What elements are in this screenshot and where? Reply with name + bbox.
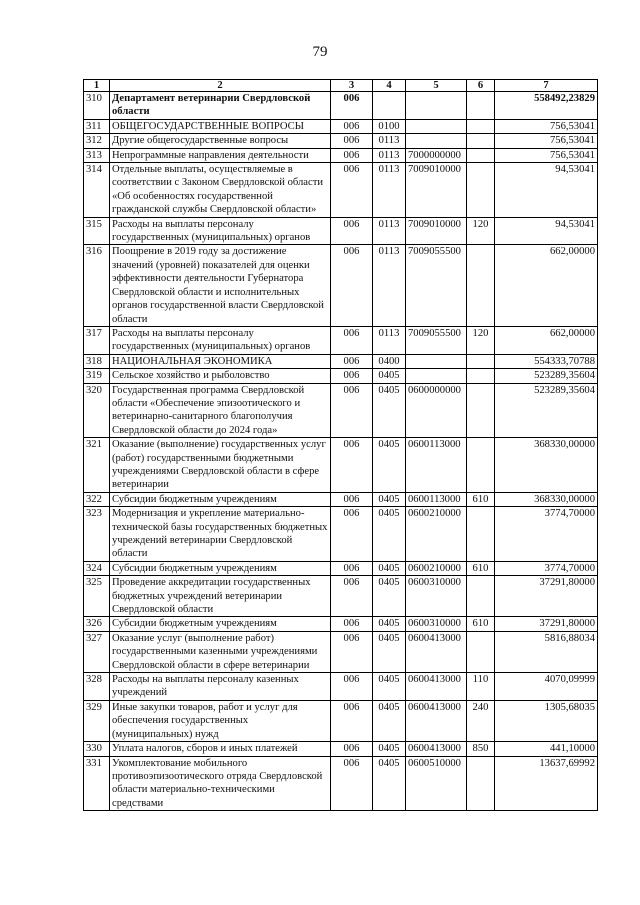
table-row — [84, 354, 598, 368]
section-code-cell: 0113 — [373, 163, 406, 218]
section-code-cell: 0405 — [373, 492, 406, 506]
ministry-code-cell: 006 — [331, 245, 373, 326]
table-row — [84, 673, 598, 701]
target-article-cell: 0600510000 — [406, 756, 467, 811]
table-row — [84, 369, 598, 383]
amount-cell: 37291,80000 — [495, 576, 598, 617]
target-article-cell — [406, 119, 467, 133]
table-row — [84, 134, 598, 148]
row-number-cell: 316 — [84, 245, 110, 326]
ministry-code-cell: 006 — [331, 383, 373, 438]
target-article-cell — [406, 134, 467, 148]
row-name-cell: Субсидии бюджетным учреждениям — [110, 617, 331, 631]
section-code-cell: 0405 — [373, 617, 406, 631]
amount-cell: 5816,88034 — [495, 631, 598, 672]
section-code-cell: 0405 — [373, 756, 406, 811]
expense-type-cell — [467, 163, 495, 218]
section-code-cell: 0405 — [373, 576, 406, 617]
amount-cell: 554333,70788 — [495, 354, 598, 368]
section-code-cell: 0405 — [373, 700, 406, 741]
row-name-cell: Модернизация и укрепление материально-технической базы государственных бюджетных учреждений ветеринарии Свердловской области — [110, 507, 331, 562]
table-row — [84, 507, 598, 562]
row-number-cell: 326 — [84, 617, 110, 631]
section-code-cell: 0405 — [373, 631, 406, 672]
expense-type-cell — [467, 148, 495, 162]
ministry-code-cell: 006 — [331, 631, 373, 672]
table-row — [84, 119, 598, 133]
target-article-cell: 0600113000 — [406, 492, 467, 506]
target-article-cell: 0600413000 — [406, 673, 467, 701]
ministry-code-cell: 006 — [331, 507, 373, 562]
target-article-cell: 0600210000 — [406, 507, 467, 562]
expense-type-cell — [467, 631, 495, 672]
amount-cell: 37291,80000 — [495, 617, 598, 631]
amount-cell: 3774,70000 — [495, 561, 598, 575]
ministry-code-cell: 006 — [331, 438, 373, 493]
row-name-cell: Непрограммные направления деятельности — [110, 148, 331, 162]
expense-type-cell: 110 — [467, 673, 495, 701]
budget-table — [83, 79, 598, 811]
row-number-cell: 313 — [84, 148, 110, 162]
amount-cell: 523289,35604 — [495, 383, 598, 438]
target-article-cell: 7009010000 — [406, 217, 467, 245]
row-name-cell: Субсидии бюджетным учреждениям — [110, 561, 331, 575]
section-code-cell: 0113 — [373, 134, 406, 148]
row-name-cell: Проведение аккредитации государственных бюджетных учреждений ветеринарии Свердловской области — [110, 576, 331, 617]
ministry-code-cell: 006 — [331, 700, 373, 741]
target-article-cell — [406, 369, 467, 383]
amount-cell: 13637,69992 — [495, 756, 598, 811]
amount-cell: 94,53041 — [495, 163, 598, 218]
table-row — [84, 756, 598, 811]
column-header: 4 — [373, 80, 406, 92]
row-number-cell: 322 — [84, 492, 110, 506]
expense-type-cell — [467, 92, 495, 120]
amount-cell: 523289,35604 — [495, 369, 598, 383]
amount-cell: 756,53041 — [495, 134, 598, 148]
expense-type-cell: 850 — [467, 742, 495, 756]
row-name-cell: Другие общегосударственные вопросы — [110, 134, 331, 148]
row-number-cell: 327 — [84, 631, 110, 672]
row-name-cell: Укомплектование мобильного противоэпизоотического отряда Свердловской области материально-техническими средствами — [110, 756, 331, 811]
expense-type-cell — [467, 119, 495, 133]
ministry-code-cell: 006 — [331, 163, 373, 218]
target-article-cell: 0600413000 — [406, 631, 467, 672]
page-number: 79 — [312, 44, 328, 60]
section-code-cell: 0113 — [373, 245, 406, 326]
section-code-cell: 0405 — [373, 507, 406, 562]
row-name-cell: Субсидии бюджетным учреждениям — [110, 492, 331, 506]
ministry-code-cell: 006 — [331, 673, 373, 701]
table-row — [84, 742, 598, 756]
table-row — [84, 631, 598, 672]
amount-cell: 662,00000 — [495, 326, 598, 354]
ministry-code-cell: 006 — [331, 217, 373, 245]
column-header: 1 — [84, 80, 110, 92]
row-name-cell: Сельское хозяйство и рыболовство — [110, 369, 331, 383]
amount-cell: 94,53041 — [495, 217, 598, 245]
row-number-cell: 314 — [84, 163, 110, 218]
row-name-cell: Расходы на выплаты персоналу государственных (муниципальных) органов — [110, 217, 331, 245]
expense-type-cell — [467, 134, 495, 148]
amount-cell: 662,00000 — [495, 245, 598, 326]
section-code-cell: 0405 — [373, 673, 406, 701]
row-number-cell: 329 — [84, 700, 110, 741]
table-row — [84, 700, 598, 741]
ministry-code-cell: 006 — [331, 92, 373, 120]
row-number-cell: 321 — [84, 438, 110, 493]
ministry-code-cell: 006 — [331, 756, 373, 811]
row-name-cell: Иные закупки товаров, работ и услуг для обеспечения государственных (муниципальных) нужд — [110, 700, 331, 741]
expense-type-cell — [467, 576, 495, 617]
target-article-cell: 7000000000 — [406, 148, 467, 162]
section-code-cell: 0113 — [373, 148, 406, 162]
expense-type-cell: 610 — [467, 561, 495, 575]
expense-type-cell: 240 — [467, 700, 495, 741]
column-header: 2 — [110, 80, 331, 92]
target-article-cell — [406, 354, 467, 368]
amount-cell: 558492,23829 — [495, 92, 598, 120]
section-code-cell: 0405 — [373, 369, 406, 383]
section-code-cell: 0405 — [373, 438, 406, 493]
section-code-cell: 0113 — [373, 217, 406, 245]
table-row — [84, 217, 598, 245]
expense-type-cell — [467, 245, 495, 326]
expense-type-cell — [467, 507, 495, 562]
row-number-cell: 310 — [84, 92, 110, 120]
amount-cell: 756,53041 — [495, 119, 598, 133]
row-number-cell: 324 — [84, 561, 110, 575]
amount-cell: 368330,00000 — [495, 438, 598, 493]
table-row — [84, 383, 598, 438]
row-number-cell: 317 — [84, 326, 110, 354]
row-number-cell: 312 — [84, 134, 110, 148]
amount-cell: 756,53041 — [495, 148, 598, 162]
section-code-cell: 0113 — [373, 326, 406, 354]
row-number-cell: 325 — [84, 576, 110, 617]
target-article-cell: 0600413000 — [406, 700, 467, 741]
ministry-code-cell: 006 — [331, 369, 373, 383]
target-article-cell — [406, 92, 467, 120]
row-number-cell: 311 — [84, 119, 110, 133]
expense-type-cell: 120 — [467, 217, 495, 245]
column-header: 3 — [331, 80, 373, 92]
table-row — [84, 576, 598, 617]
table-row — [84, 148, 598, 162]
section-code-cell — [373, 92, 406, 120]
expense-type-cell — [467, 369, 495, 383]
section-code-cell: 0405 — [373, 742, 406, 756]
row-number-cell: 318 — [84, 354, 110, 368]
row-number-cell: 330 — [84, 742, 110, 756]
expense-type-cell: 120 — [467, 326, 495, 354]
ministry-code-cell: 006 — [331, 354, 373, 368]
row-name-cell: НАЦИОНАЛЬНАЯ ЭКОНОМИКА — [110, 354, 331, 368]
row-number-cell: 319 — [84, 369, 110, 383]
row-number-cell: 320 — [84, 383, 110, 438]
ministry-code-cell: 006 — [331, 742, 373, 756]
amount-cell: 3774,70000 — [495, 507, 598, 562]
table-row — [84, 617, 598, 631]
target-article-cell: 0600310000 — [406, 617, 467, 631]
column-header: 5 — [406, 80, 467, 92]
row-name-cell: Расходы на выплаты персоналу казенных учреждений — [110, 673, 331, 701]
amount-cell: 1305,68035 — [495, 700, 598, 741]
row-name-cell: Оказание (выполнение) государственных услуг (работ) государственными бюджетными учреждениями Свердловской области в сфере ветеринарии — [110, 438, 331, 493]
table-row — [84, 326, 598, 354]
row-name-cell: Расходы на выплаты персоналу государственных (муниципальных) органов — [110, 326, 331, 354]
expense-type-cell — [467, 383, 495, 438]
table-header-row — [84, 80, 598, 92]
expense-type-cell — [467, 438, 495, 493]
expense-type-cell: 610 — [467, 617, 495, 631]
row-number-cell: 331 — [84, 756, 110, 811]
target-article-cell: 7009010000 — [406, 163, 467, 218]
table-row — [84, 561, 598, 575]
column-header: 6 — [467, 80, 495, 92]
ministry-code-cell: 006 — [331, 148, 373, 162]
target-article-cell: 0600210000 — [406, 561, 467, 575]
column-header: 7 — [495, 80, 598, 92]
target-article-cell: 0600000000 — [406, 383, 467, 438]
row-name-cell: ОБЩЕГОСУДАРСТВЕННЫЕ ВОПРОСЫ — [110, 119, 331, 133]
amount-cell: 368330,00000 — [495, 492, 598, 506]
row-name-cell: Уплата налогов, сборов и иных платежей — [110, 742, 331, 756]
row-name-cell: Поощрение в 2019 году за достижение значений (уровней) показателей для оценки эффективности деятельности Губернатора Свердловской области и исполнительных органов государственной власти Свердловской области — [110, 245, 331, 326]
table-row — [84, 492, 598, 506]
expense-type-cell — [467, 354, 495, 368]
amount-cell: 4070,09999 — [495, 673, 598, 701]
table-row — [84, 92, 598, 120]
target-article-cell: 0600310000 — [406, 576, 467, 617]
section-code-cell: 0405 — [373, 383, 406, 438]
target-article-cell: 0600113000 — [406, 438, 467, 493]
row-number-cell: 315 — [84, 217, 110, 245]
ministry-code-cell: 006 — [331, 134, 373, 148]
target-article-cell: 7009055500 — [406, 326, 467, 354]
ministry-code-cell: 006 — [331, 576, 373, 617]
row-name-cell: Отдельные выплаты, осуществляемые в соответствии с Законом Свердловской области «Об особенностях государственной гражданской службы Свердловской области» — [110, 163, 331, 218]
row-name-cell: Департамент ветеринарии Свердловской области — [110, 92, 331, 120]
row-number-cell: 328 — [84, 673, 110, 701]
section-code-cell: 0100 — [373, 119, 406, 133]
ministry-code-cell: 006 — [331, 492, 373, 506]
section-code-cell: 0400 — [373, 354, 406, 368]
table-row — [84, 438, 598, 493]
ministry-code-cell: 006 — [331, 326, 373, 354]
row-number-cell: 323 — [84, 507, 110, 562]
table-row — [84, 163, 598, 218]
expense-type-cell — [467, 756, 495, 811]
expense-type-cell: 610 — [467, 492, 495, 506]
section-code-cell: 0405 — [373, 561, 406, 575]
row-name-cell: Государственная программа Свердловской области «Обеспечение эпизоотического и ветеринарно-санитарного благополучия Свердловской области до 2024 года» — [110, 383, 331, 438]
target-article-cell: 7009055500 — [406, 245, 467, 326]
ministry-code-cell: 006 — [331, 617, 373, 631]
table-row — [84, 245, 598, 326]
target-article-cell: 0600413000 — [406, 742, 467, 756]
amount-cell: 441,10000 — [495, 742, 598, 756]
ministry-code-cell: 006 — [331, 119, 373, 133]
ministry-code-cell: 006 — [331, 561, 373, 575]
row-name-cell: Оказание услуг (выполнение работ) государственными казенными учреждениями Свердловской области в сфере ветеринарии — [110, 631, 331, 672]
